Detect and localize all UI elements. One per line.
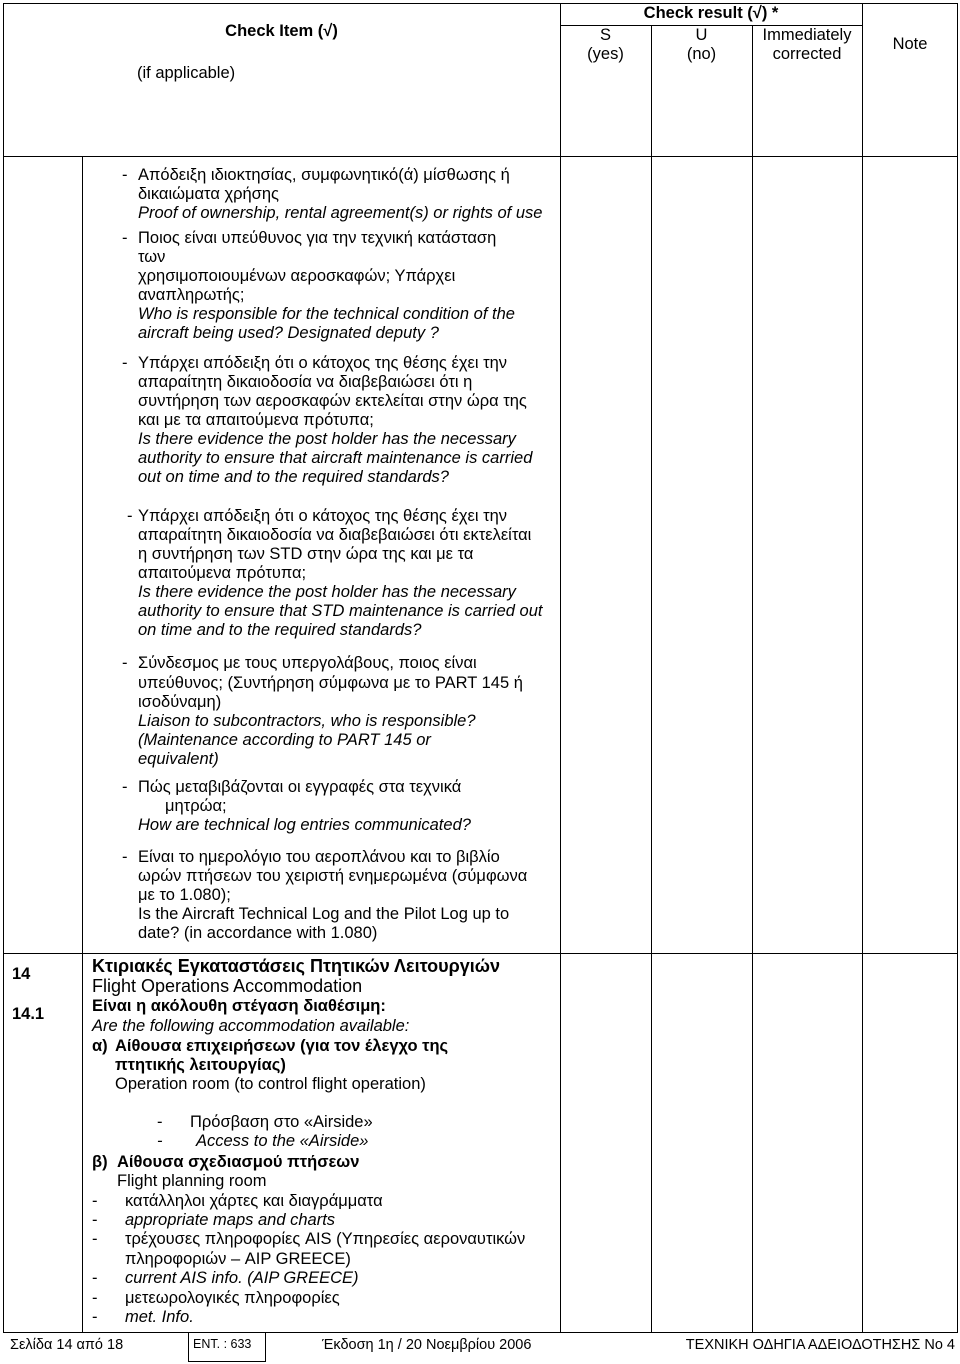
room-b-marker: β) (92, 1153, 108, 1171)
column-divider-number (82, 156, 83, 1333)
check-item-bullet: - (122, 354, 128, 372)
check-item-line: χρησιμοποιουμένων αεροσκαφών; Υπάρχει (138, 267, 456, 285)
footer-edition: Έκδοση 1η / 20 Νοεμβρίου 2006 (322, 1337, 532, 1353)
check-item-line-en: on time and to the required standards? (138, 621, 422, 639)
check-item-line: δικαιώματα χρήσης (138, 185, 279, 203)
check-item-line: μητρώα; (165, 797, 227, 815)
room-a-sub-bullet: - (157, 1113, 163, 1131)
room-b-sub-item: μετεωρολογικές πληροφορίες (125, 1289, 340, 1307)
room-b-sub-bullet: - (92, 1211, 98, 1229)
room-b-line-en: Flight planning room (117, 1172, 267, 1190)
room-b-sub-bullet: - (92, 1269, 98, 1287)
check-item-line-en: (Maintenance according to PART 145 or (138, 731, 431, 749)
room-a-sub-bullet: - (157, 1132, 163, 1150)
column-divider-item (560, 3, 561, 1333)
check-item-line-en: authority to ensure that aircraft maintenance is carried (138, 449, 533, 467)
section-question-en: Are the following accommodation available: (92, 1017, 410, 1035)
header-col-s: S (599, 26, 611, 44)
check-item-line: με το 1.080); (138, 886, 231, 904)
room-a-line: Αίθουσα επιχειρήσεων (για τον έλεγχο της (115, 1037, 449, 1055)
room-b-sub-bullet: - (92, 1289, 98, 1307)
section-title-gr: Κτιριακές Εγκαταστάσεις Πτητικών Λειτουργιών (92, 956, 500, 976)
check-item-line-en: Proof of ownership, rental agreement(s) or rights of use (138, 204, 543, 222)
check-item-line: Υπάρχει απόδειξη ότι ο κάτοχος της θέσης έχει την (138, 507, 508, 525)
check-item-line: συντήρηση των αεροσκαφών εκτελείται στην ώρα της (138, 392, 527, 410)
check-item-line-en: Is there evidence the post holder has the necessary (138, 583, 516, 601)
check-item-bullet: - (122, 654, 128, 672)
room-b-sub-item-en: met. Info. (125, 1308, 194, 1326)
check-item-line-en: Liaison to subcontractors, who is responsible? (138, 712, 476, 730)
section-number: 14 (12, 965, 31, 983)
column-divider-corrected (862, 3, 863, 1333)
room-a-sub-item-en: Access to the «Airside» (196, 1132, 369, 1150)
subsection-number: 14.1 (12, 1005, 45, 1023)
check-item-line: Υπάρχει απόδειξη ότι ο κάτοχος της θέσης έχει την (138, 354, 508, 372)
check-item-line: η συντήρηση των STD στην ώρα της και με τα (138, 545, 474, 563)
column-divider-s (651, 25, 652, 1333)
header-col-u: U (695, 26, 708, 44)
check-item-line: αναπληρωτής; (138, 286, 245, 304)
check-item-line: ωρών πτήσεων του χειριστή ενημερωμένα (σύμφωνα (138, 867, 528, 885)
check-item-line: υπεύθυνος; (Συντήρηση σύμφωνα με το PART 145 ή (138, 674, 523, 692)
check-item-line: απαιτούμενα πρότυπα; (138, 564, 307, 582)
check-item-line: και με τα απαιτούμενα πρότυπα; (138, 411, 374, 429)
check-item-line-en: equivalent) (138, 750, 219, 768)
room-a-sub-item: Πρόσβαση στο «Airside» (190, 1113, 373, 1131)
room-a-marker: α) (92, 1037, 108, 1055)
room-b-sub-bullet: - (92, 1308, 98, 1326)
header-bottom-rule (3, 156, 958, 157)
check-item-line: Σύνδεσμος με τους υπεργολάβους, ποιος είναι (138, 654, 477, 672)
check-item-bullet: - (122, 778, 128, 796)
header-col-corrected-sub: corrected (772, 45, 842, 63)
header-if-applicable: (if applicable) (137, 64, 236, 82)
room-b-line: Αίθουσα σχεδιασμού πτήσεων (117, 1153, 360, 1171)
check-item-bullet: - (122, 229, 128, 247)
section-question-gr: Είναι η ακόλουθη στέγαση διαθέσιμη: (92, 997, 386, 1015)
check-item-bullet: - (127, 507, 133, 525)
check-item-line: Ποιος είναι υπεύθυνος για την τεχνική κατάσταση (138, 229, 497, 247)
room-b-sub-bullet: - (92, 1230, 98, 1248)
room-b-sub-item-en: appropriate maps and charts (125, 1211, 336, 1229)
check-item-line-en: How are technical log entries communicated? (138, 816, 471, 834)
header-check-result: Check result (√) * (643, 4, 779, 22)
check-item-line-en: out on time and to the required standards? (138, 468, 449, 486)
check-item-bullet: - (122, 166, 128, 184)
check-item-line: Πώς μεταβιβάζονται οι εγγραφές στα τεχνικά (138, 778, 462, 796)
check-item-line-en: Who is responsible for the technical condition of the (138, 305, 515, 323)
header-col-s-sub: (yes) (587, 45, 624, 63)
check-item-line: Είναι το ημερολόγιο του αεροπλάνου και το βιβλίο (138, 848, 500, 866)
check-item-line-en: authority to ensure that STD maintenance is carried out (138, 602, 543, 620)
check-item-line-en: Is there evidence the post holder has the necessary (138, 430, 516, 448)
header-check-item: Check Item (√) (225, 22, 338, 40)
footer-doc-title: ΤΕΧΝΙΚΗ ΟΔΗΓΙΑ ΑΔΕΙΟΔΟΤΗΣΗΣ Νο 4 (685, 1337, 955, 1353)
footer-page-number: Σελίδα 14 από 18 (10, 1337, 124, 1353)
check-item-line-en: Is the Aircraft Technical Log and the Pilot Log up to (138, 905, 510, 923)
room-b-sub-bullet: - (92, 1192, 98, 1210)
footer-ent-label: ΕΝΤ. : 633 (193, 1337, 252, 1351)
check-item-line: Απόδειξη ιδιοκτησίας, συμφωνητικό(ά) μίσθωσης ή (138, 166, 510, 184)
row-divider (3, 953, 958, 954)
check-item-bullet: - (122, 848, 128, 866)
room-a-line: πτητικής λειτουργίας) (115, 1056, 286, 1074)
check-item-line: ισοδύναμη) (138, 693, 222, 711)
column-divider-u (752, 25, 753, 1333)
room-a-line-en: Operation room (to control flight operation) (115, 1075, 426, 1093)
room-b-sub-item: πληροφοριών – AIP GREECE) (125, 1250, 351, 1268)
header-col-u-sub: (no) (686, 45, 717, 63)
room-b-sub-item-en: current AIS info. (AIP GREECE) (125, 1269, 359, 1287)
check-item-line-en: date? (in accordance with 1.080) (138, 924, 378, 942)
room-b-sub-item: κατάλληλοι χάρτες και διαγράμματα (125, 1192, 383, 1210)
header-col-corrected: Immediately (762, 26, 852, 44)
room-b-sub-item: τρέχουσες πληροφορίες AIS (Υπηρεσίες αεροναυτικών (125, 1230, 526, 1248)
check-item-line: των (138, 248, 166, 266)
header-col-note: Note (892, 35, 928, 53)
check-item-line-en: aircraft being used? Designated deputy ? (138, 324, 439, 342)
section-title-en: Flight Operations Accommodation (92, 976, 363, 996)
check-item-line: απαραίτητη δικαιοδοσία να διαβεβαιώσει ότι η (138, 373, 473, 391)
check-item-line: απαραίτητη δικαιοδοσία να διαβεβαιώσει ότι εκτελείται (138, 526, 532, 544)
